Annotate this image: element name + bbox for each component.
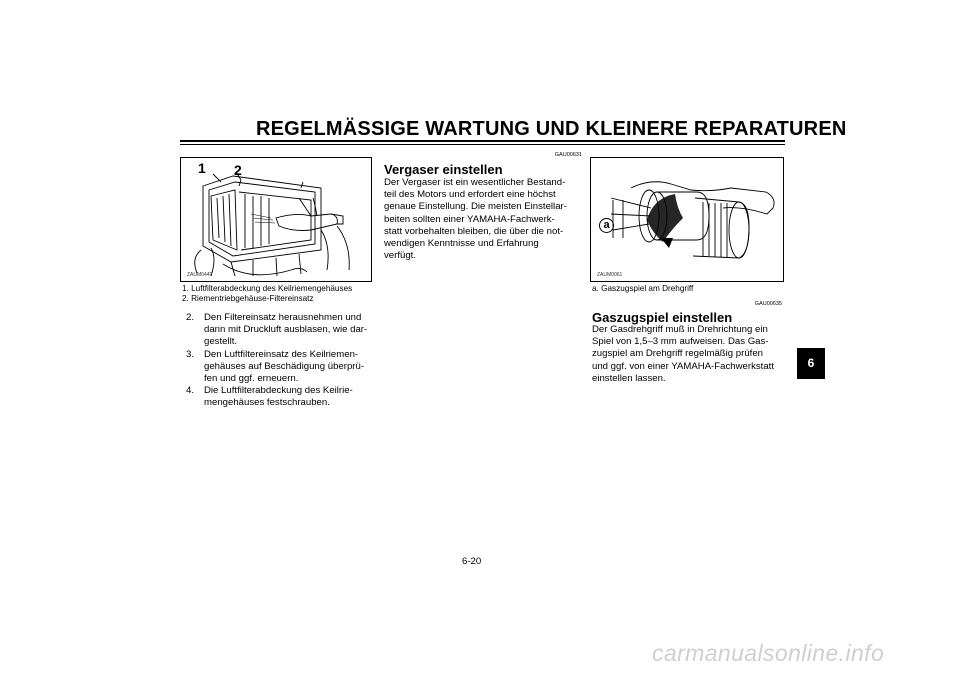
- gaszug-paragraph: Der Gasdrehgriff muß in Drehrichtung ein Spiel von 1,5–3 mm aufweisen. Das Gas- zugspiel am Drehgriff regelmäßig prüfen und ggf. von einer YAMAHA-Fachwerkstatt einstellen lassen.: [592, 324, 775, 384]
- section-ref-code: GAU00631: [554, 152, 582, 158]
- section-ref-code: GAU00635: [754, 301, 782, 307]
- list-item: 2. Den Filtereinsatz herausnehmen und dann mit Druckluft ausblasen, wie dar- gestellt.: [186, 312, 368, 348]
- air-filter-illustration: [181, 158, 371, 281]
- header-rule: [180, 140, 785, 142]
- callout-a: a: [599, 218, 614, 233]
- callout-1: 1: [198, 160, 206, 176]
- air-filter-figure: [180, 157, 372, 282]
- step-list: [186, 312, 376, 410]
- section-title-gaszugspiel: Gaszugspiel einstellen: [592, 310, 733, 325]
- list-item: 4. Die Luftfilterabdeckung des Keilrie- mengehäuses festschrauben.: [186, 385, 353, 409]
- callout-2: 2: [234, 162, 242, 178]
- page-title: REGELMÄSSIGE WARTUNG UND KLEINERE REPARATUREN: [256, 118, 847, 140]
- section-title-vergaser: Vergaser einstellen: [384, 162, 503, 177]
- figure-caption-2: 2. Riementriebgehäuse-Filtereinsatz: [182, 294, 314, 303]
- chapter-tab: 6: [797, 348, 825, 379]
- header-rule-thin: [180, 144, 785, 145]
- list-item: 3. Den Luftfiltereinsatz des Keilriemen- gehäuses auf Beschädigung überprü- fen und ggf. erneuern.: [186, 348, 365, 385]
- figure-caption-a: a. Gaszugspiel am Drehgriff: [592, 284, 694, 293]
- image-code: ZAUM0061: [597, 272, 623, 278]
- vergaser-paragraph: Der Vergaser ist ein wesentlicher Bestand- teil des Motors und erfordert eine höchst genaue Einstellung. Die meisten Einstellar- beiten sollten einer YAMAHA-Fachwerk- statt vorbehalten bleiben, die über die not- wendigen Kenntnisse und Erfahrung verfügt.: [384, 177, 567, 262]
- watermark: carmanualsonline.info: [652, 640, 885, 666]
- image-code: ZAUM0449: [187, 272, 213, 278]
- figure-caption-1: 1. Luftfilterabdeckung des Keilriemengehäuses: [182, 284, 353, 293]
- throttle-grip-figure: [590, 157, 784, 282]
- page-number: 6-20: [462, 556, 482, 567]
- throttle-grip-illustration: [591, 158, 783, 281]
